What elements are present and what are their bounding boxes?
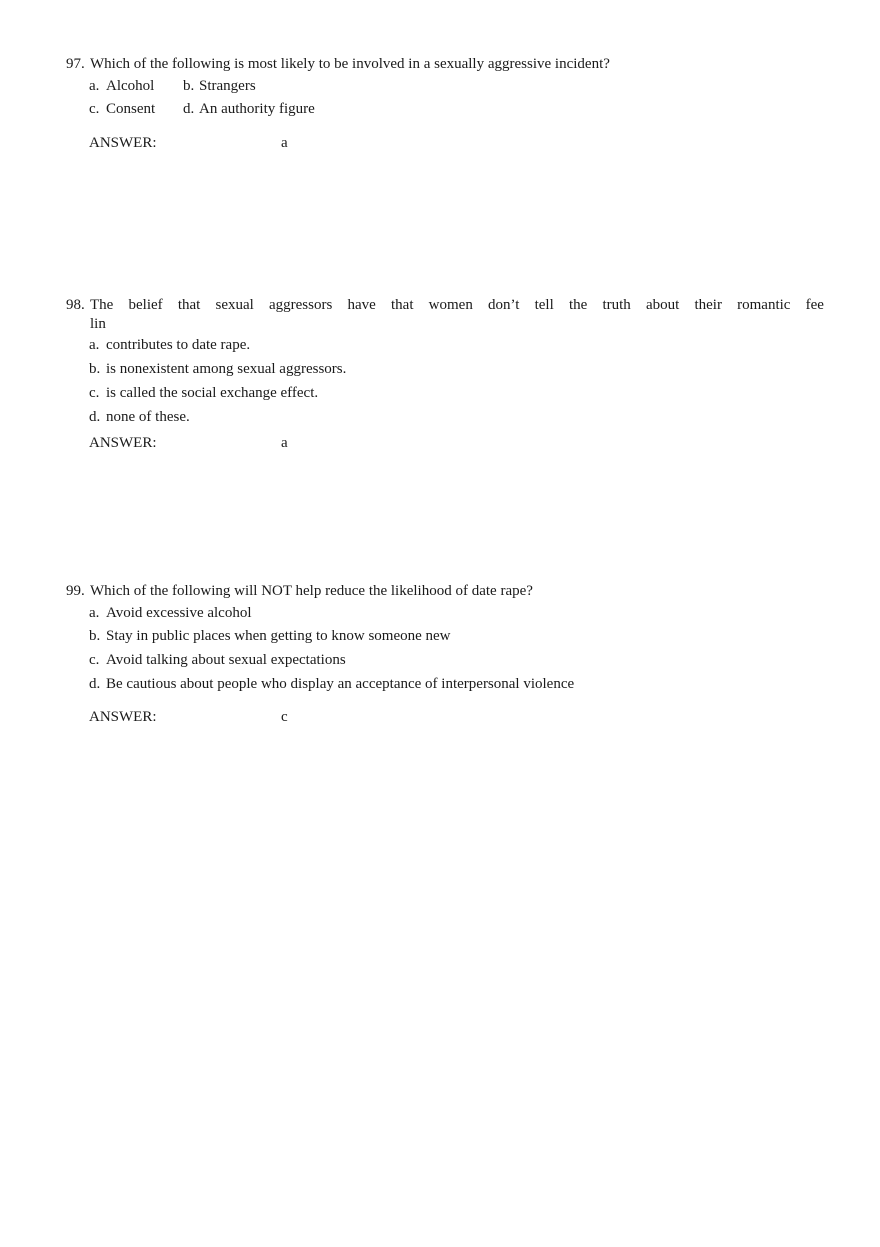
question-word: tell [534, 297, 554, 313]
option-text: Avoid talking about sexual expectations [106, 652, 346, 668]
option-text: none of these. [106, 409, 190, 425]
answer-label: ANSWER: [89, 709, 157, 725]
question-word: their [694, 297, 722, 313]
answer-value: c [281, 709, 288, 725]
question-number: 99. [66, 583, 85, 599]
question-text: Which of the following is most likely to be involved in a sexually aggressive incident? [90, 56, 610, 72]
question-word: sexual [215, 297, 254, 313]
question-word: that [177, 297, 201, 313]
option-text: contributes to date rape. [106, 337, 251, 353]
option-text: Alcohol [106, 78, 155, 94]
option-letter: b. [89, 628, 101, 644]
question-word: have [347, 297, 376, 313]
option-text: is nonexistent among sexual aggressors. [106, 361, 347, 377]
option-letter: a. [89, 78, 100, 94]
option-text: An authority figure [199, 101, 315, 117]
question-text [90, 296, 824, 315]
question-word: belief [128, 297, 163, 313]
question-word: women [428, 297, 473, 313]
question-word: that [391, 297, 414, 313]
question-word: don’t [488, 297, 520, 313]
question-word: aggressors [269, 297, 333, 313]
question-text-continued: lin [90, 316, 106, 332]
question-number: 98. [66, 297, 85, 313]
question-word: romantic [737, 297, 791, 313]
option-text: is called the social exchange effect. [106, 385, 319, 401]
answer-value: a [281, 135, 288, 151]
option-letter: a. [89, 605, 100, 621]
answer-label: ANSWER: [89, 135, 157, 151]
option-text: Avoid excessive alcohol [106, 605, 252, 621]
option-letter: b. [183, 78, 195, 94]
question-word: fee [805, 297, 824, 313]
option-text: Stay in public places when getting to know someone new [106, 628, 451, 644]
option-letter: a. [89, 337, 100, 353]
answer-label: ANSWER: [89, 435, 157, 451]
question-word: The [90, 297, 114, 313]
question-word: the [568, 297, 588, 313]
option-letter: d. [89, 409, 101, 425]
option-text: Consent [106, 101, 156, 117]
question-text: Which of the following will NOT help reduce the likelihood of date rape? [90, 583, 533, 599]
option-text: Be cautious about people who display an acceptance of interpersonal violence [106, 676, 575, 692]
question-word: about [645, 297, 680, 313]
option-letter: c. [89, 101, 100, 117]
option-letter: b. [89, 361, 101, 377]
option-letter: c. [89, 385, 100, 401]
option-letter: d. [89, 676, 101, 692]
option-letter: d. [183, 101, 195, 117]
option-letter: c. [89, 652, 100, 668]
question-number: 97. [66, 56, 85, 72]
question-word: truth [602, 297, 631, 313]
answer-value: a [281, 435, 288, 451]
option-text: Strangers [199, 78, 256, 94]
